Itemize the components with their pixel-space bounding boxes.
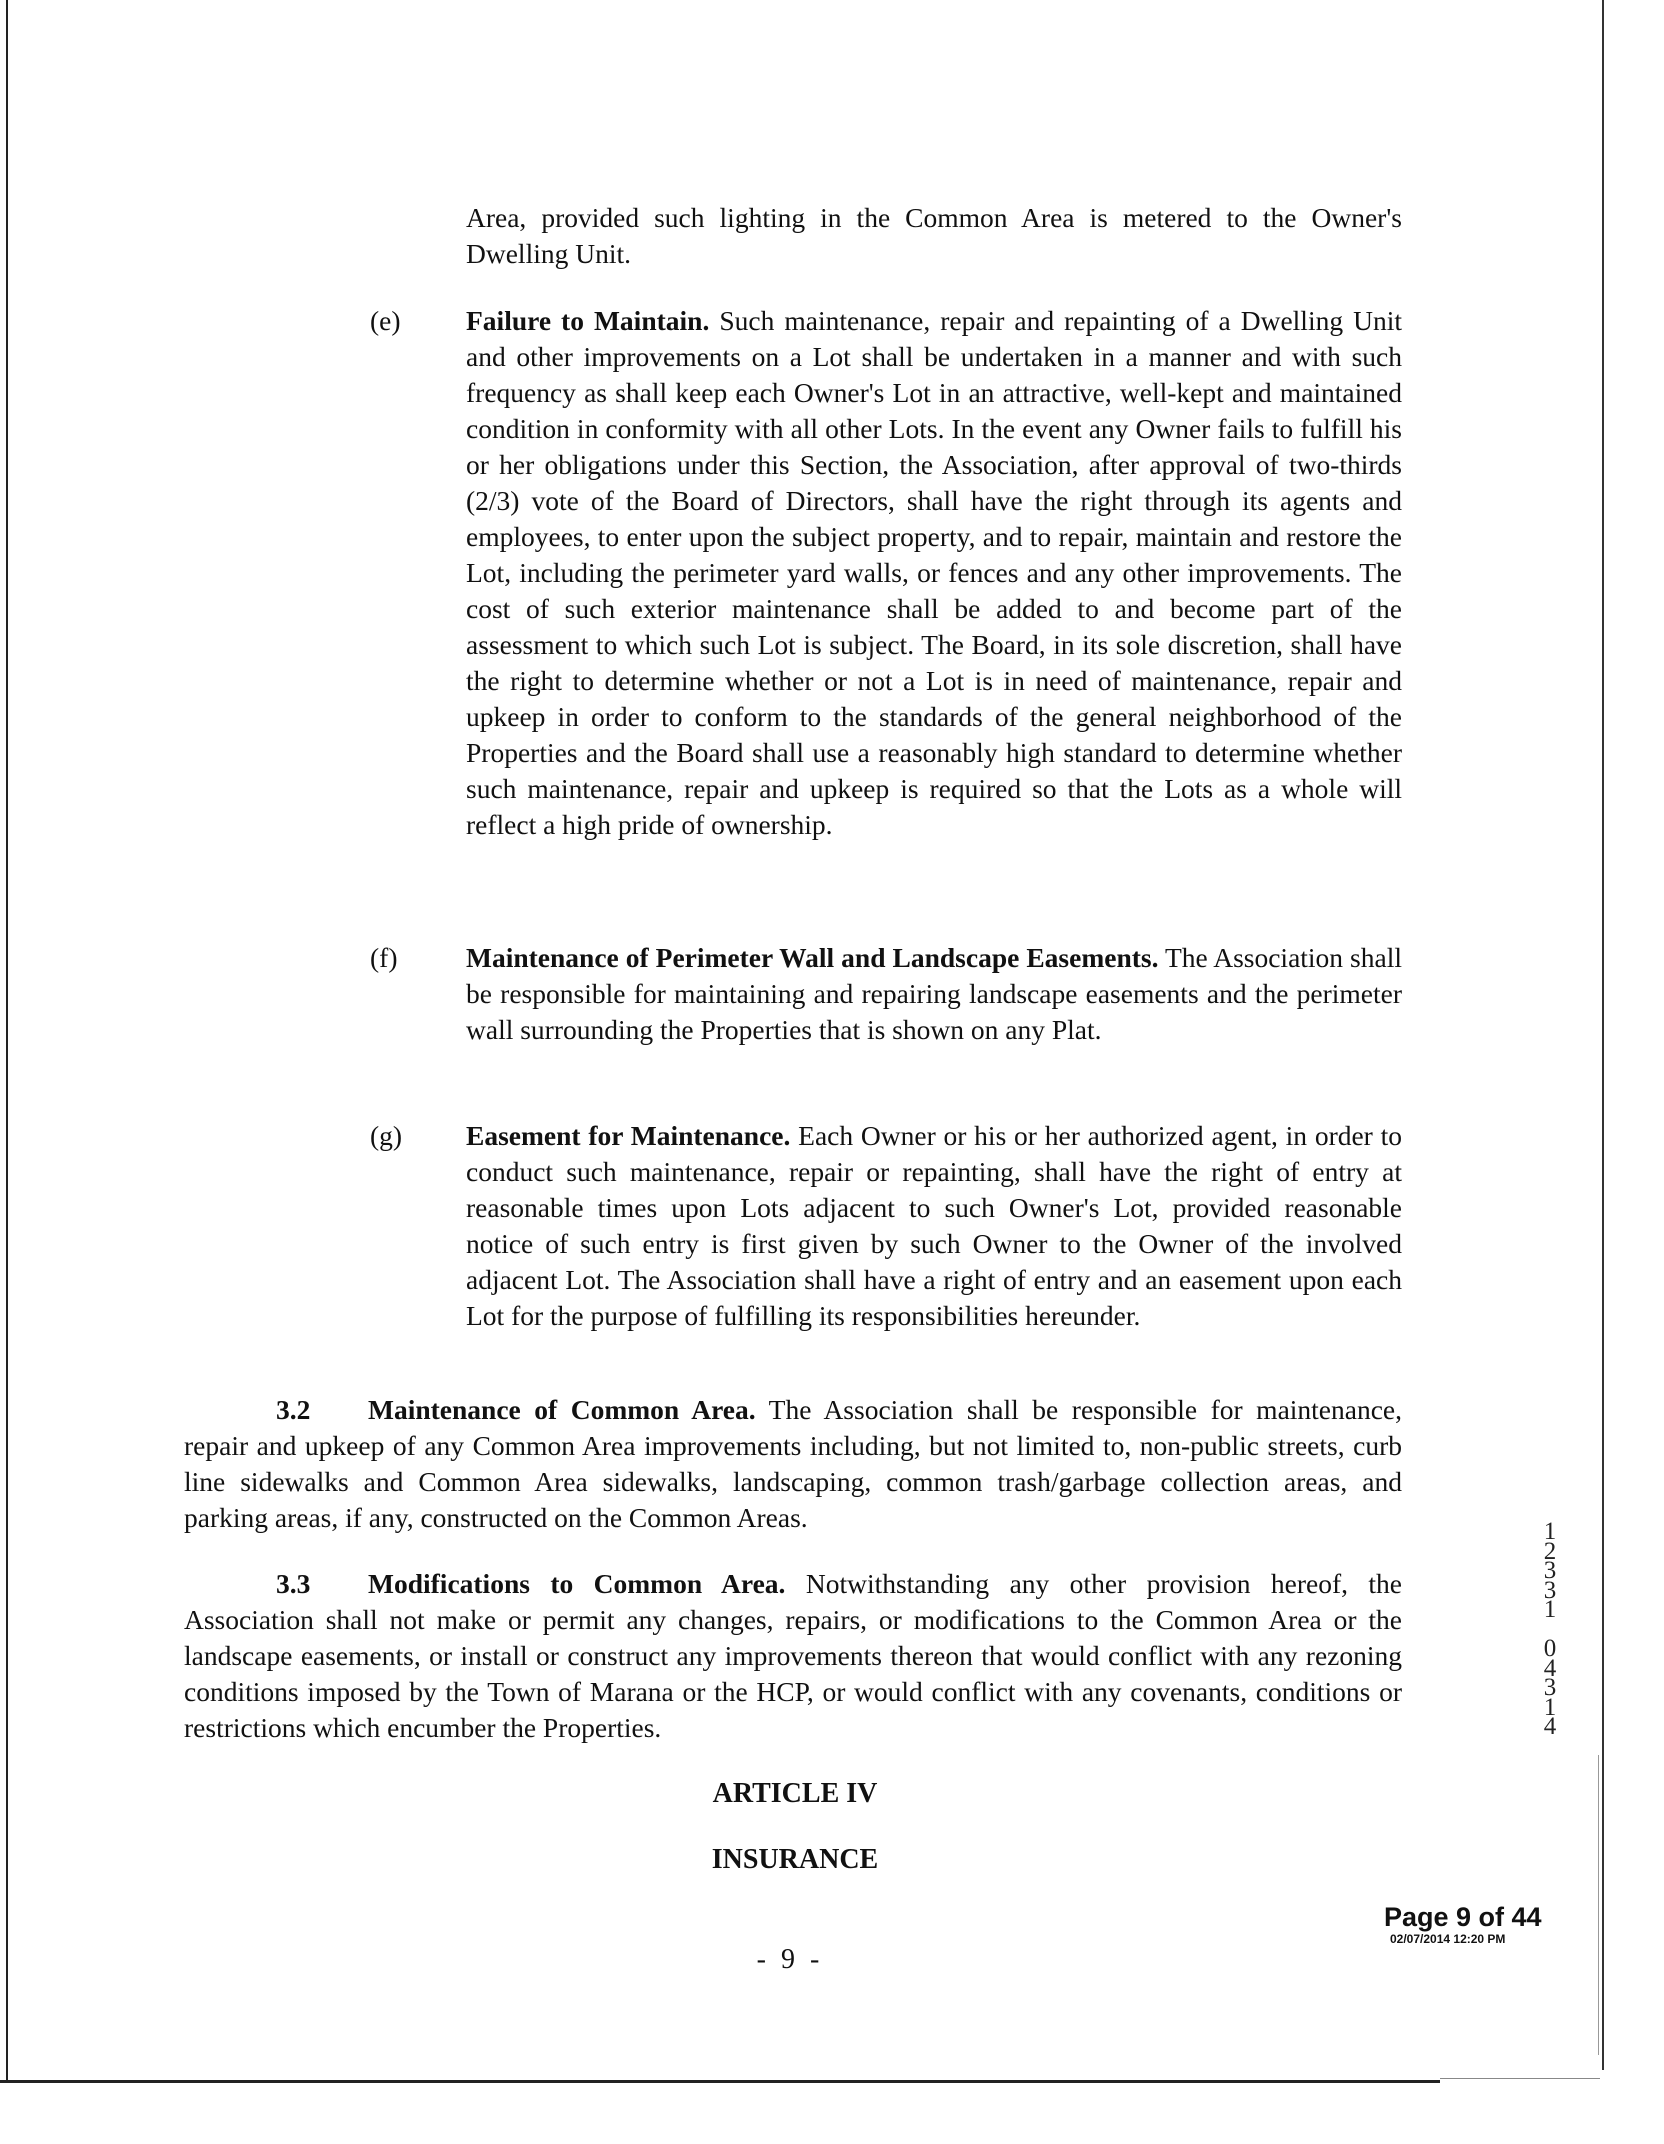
stamp-page: Page 9 of 44 [1384, 1902, 1542, 1932]
recording-digit: 3 [1543, 1576, 1557, 1604]
subsection-g [370, 1118, 1402, 1334]
section-heading: Maintenance of Common Area. [368, 1394, 756, 1425]
section-text: Notwithstanding any other provision hereof, the Association shall not make or permit any changes, repairs, or modifications to the Common Area or the landscape easements, or install or construct any improvements thereon that would conflict with any rezoning conditions imposed by the Town of Marana or the HCP, or would conflict with any covenants, conditions or restrictions which encumber the Properties. [184, 1568, 1402, 1743]
article-title: ARTICLE IV [712, 1778, 878, 1809]
recording-digit: 1 [1543, 1518, 1557, 1545]
subsection-text: Such maintenance, repair and repainting of a Dwelling Unit and other improvements on a Lot shall be undertaken in a manner and with such frequency as shall keep each Owner's Lot in an attractive, well-kept and maintained condition in conformity with all other Lots. In the event any Owner fails to fulfill his or her obligations under this Section, the Association, after approval of two-thirds (2/3) vote of the Board of Directors, shall have the right through its agents and employees, to enter upon the subject property, and to repair, maintain and restore the Lot, including the perimeter yard walls, or fences and any other improvements. The cost of such exterior maintenance shall be added to and become part of the assessment to which such Lot is subject. The Board, in its sole discretion, shall have the right to determine whether or not a Lot is in need of maintenance, repair and upkeep in order to conform to the standards of the general neighborhood of the Properties and the Board shall use a reasonably high standard to determine whether such maintenance, repair and upkeep is required so that the Lots as a whole will reflect a high pride of ownership. [466, 305, 1403, 840]
recording-digit: 2 [1543, 1537, 1557, 1565]
section-3-3 [184, 1566, 1402, 1746]
subsection-f [370, 940, 1402, 1048]
article-subtitle: INSURANCE [711, 1844, 879, 1875]
recording-digit: 1 [1543, 1596, 1557, 1623]
subsection-text: Each Owner or his or her authorized agent, in order to conduct such maintenance, repair or repainting, shall have the right of entry at reasonable times upon Lots adjacent to such Owner's Lot, provided reasonable notice of such entry is first given by such Owner to the Owner of the involved adjacent Lot. The Association shall have a right of entry and an easement upon each Lot for the purpose of fulfilling its responsibilities hereunder. [466, 1120, 1403, 1331]
section-number: 3.3 [276, 1568, 311, 1599]
scan-bottom-edge-faint [1440, 2078, 1600, 2079]
scan-margin-line [1598, 1755, 1599, 2055]
section-number: 3.2 [276, 1394, 311, 1425]
continuation-text: Area, provided such lighting in the Common Area is metered to the Owner's Dwelling Unit. [466, 202, 1402, 269]
recording-digit: 4 [1543, 1713, 1557, 1740]
subsection-label: (f) [370, 942, 398, 973]
stamp-datetime: 02/07/2014 12:20 PM [1390, 1932, 1506, 1946]
subsection-heading: Failure to Maintain. [466, 305, 710, 336]
subsection-body [466, 940, 1402, 1048]
recording-digit: 0 [1543, 1635, 1557, 1662]
recording-digit: 3 [1543, 1674, 1557, 1701]
scan-edge-left [6, 0, 8, 2080]
subsection-heading: Maintenance of Perimeter Wall and Landscape Easements. [466, 942, 1159, 973]
section-text: The Association shall be responsible for maintenance, repair and upkeep of any Common Area improvements including, but not limited to, non-public streets, curb line sidewalks and Common Area sidewalks, landscaping, common trash/garbage collection areas, and parking areas, if any, constructed on the Common Areas. [184, 1394, 1402, 1533]
page-number: - 9 - [756, 1944, 824, 1975]
subsection-label: (e) [370, 305, 401, 336]
subsection-body [466, 303, 1402, 843]
subsection-body [466, 1118, 1402, 1334]
subsection-text: The Association shall be responsible for maintaining and repairing landscape easements and the perimeter wall surrounding the Properties that is shown on any Plat. [466, 942, 1402, 1045]
scan-bottom-edge [0, 2080, 1440, 2083]
subsection-heading: Easement for Maintenance. [466, 1120, 791, 1151]
recording-digit: 3 [1543, 1557, 1557, 1584]
section-3-2 [184, 1392, 1402, 1536]
scan-edge-right [1602, 0, 1604, 2070]
section-heading: Modifications to Common Area. [368, 1568, 786, 1599]
recording-digit: 1 [1543, 1693, 1557, 1721]
subsection-label: (g) [370, 1120, 403, 1151]
subsection-e [370, 303, 1402, 843]
recording-digit: 4 [1543, 1654, 1557, 1682]
recording-stamp [1384, 1902, 1564, 1946]
recording-number [1538, 1518, 1562, 1740]
